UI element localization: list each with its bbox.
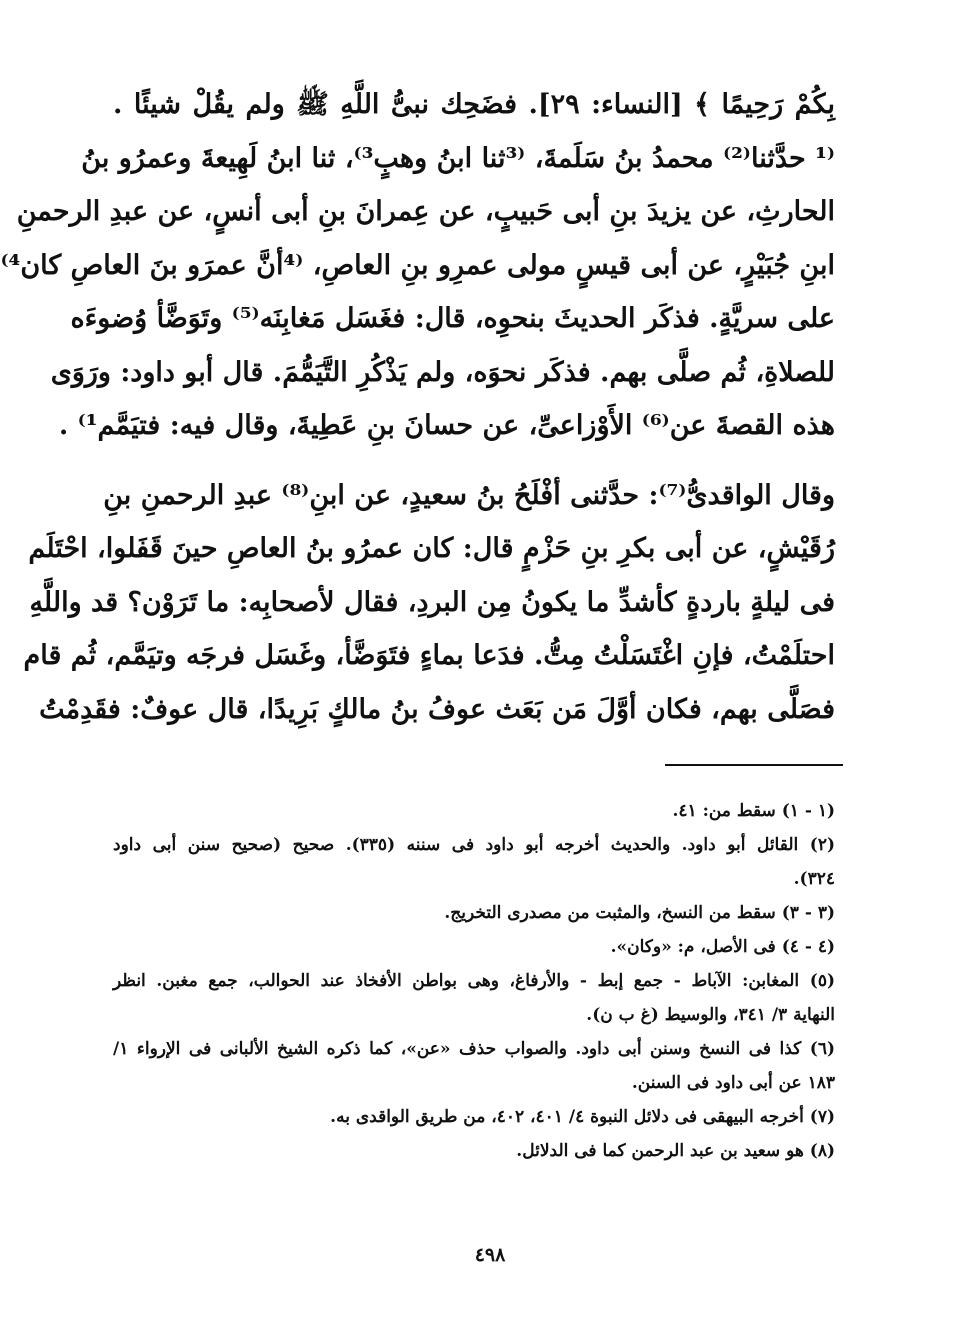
footnotes (113, 794, 835, 1168)
text-line: هذه القصةَ عن⁽⁶⁾ الأَوْزاعىِّ، عن حسانَ بنِ عَطِيةَ، وقال فيه: فتيَمَّم¹⁾ . (58, 410, 835, 441)
footnote-continuation: ١٨٣ عن أبى داود فى السنن. (631, 1073, 835, 1093)
text-line: بِكُمْ رَحِيمًا ﴾ [النساء: ٢٩]. فضَحِك نبىُّ اللَّهِ ﷺ ولم يقُلْ شيئًا . (113, 89, 836, 120)
footnote-continuation: النهاية ٣/ ٣٤١، والوسيط (غ ب ن). (586, 1005, 835, 1025)
paragraph-gap (113, 453, 835, 469)
text-line: ⁽¹ حدَّثنا⁽²⁾ محمدُ بنُ سَلَمةَ، ⁽³ثنا ابنُ وهبٍ³⁾، ثنا ابنُ لَهِيعةَ وعمرُو بنُ (81, 142, 835, 174)
footnote-continuation: ٣٢٤). (793, 869, 835, 889)
footnote: (٦) كذا فى النسخ وسنن أبى داود. والصواب حذف «عن»، كما ذكره الشيخ الألبانى فى الإرواء ١/ (113, 1039, 835, 1059)
text-line: احتلَمْتُ، فإنِ اغْتَسَلْتُ مِتُّ. فدَعا بماءٍ فتَوَضَّأ، وغَسَل فرجَه وتيَمَّم، ثُم قام (23, 640, 835, 671)
footnote: (٥) المغابن: الآباط - جمع إبط - والأرفاغ، وهى بواطن الأفخاذ عند الحوالب، جمع مغبن. انظر (113, 971, 835, 991)
text-line: للصلاةِ، ثُم صلَّى بهم. فذكَر نحوَه، ولم يَذْكُرِ التَّيَمُّمَ. قال أبو داود: ورَوَى (50, 356, 835, 388)
footnote: (٧) أخرجه البيهقى فى دلائل النبوة ٤/ ٤٠١، ٤٠٢، من طريق الواقدى به. (330, 1107, 835, 1127)
page-number: ٤٩٨ (474, 1244, 506, 1266)
text-line: الحارثِ، عن يزيدَ بنِ أبى حَبيبٍ، عن عِمرانَ بنِ أبى أنسٍ، عن عبدِ الرحمنِ (16, 196, 835, 227)
text-line: وقال الواقدىُّ⁽⁷⁾: حدَّثنى أفْلَحُ بنُ سعيدٍ، عن ابنِ⁽⁸⁾ عبدِ الرحمنِ بنِ (103, 479, 835, 511)
text-line: رُقَيْشٍ، عن أبى بكرِ بنِ حَزْمٍ قال: كان عمرُو بنُ العاصِ حينَ قَفَلوا، احْتَلَم (28, 533, 835, 564)
footnote: (٨) هو سعيد بن عبد الرحمن كما فى الدلائل. (516, 1141, 835, 1161)
footnote: (٤ - ٤) فى الأصل، م: «وكان». (610, 937, 835, 957)
footnote: (١ - ١) سقط من: ٤١. (672, 801, 835, 821)
text-line: ابنِ جُبَيْرٍ، عن أبى قيسٍ مولى عمرِو بنِ العاصِ، ⁽⁴أنَّ عمرَو بنَ العاصِ كان⁴⁾ (0, 249, 835, 281)
text-line: فى ليلةٍ باردةٍ كأشدِّ ما يكونُ مِن البردِ، فقال لأصحابِه: ما تَرَوْن؟ قد واللَّهِ (29, 586, 835, 618)
main-text (0, 78, 836, 736)
text-line: فصَلَّى بهم، فكان أوَّلَ مَن بَعَث عوفُ بنُ مالكٍ بَرِيدًا، قال عوفٌ: فقَدِمْتُ (39, 693, 835, 725)
footnote: (٢) القائل أبو داود. والحديث أخرجه أبو داود فى سننه (٣٣٥). صحيح (صحيح سنن أبى داود (113, 835, 835, 855)
footnote-separator (665, 764, 843, 766)
footnote: (٣ - ٣) سقط من النسخ، والمثبت من مصدرى التخريج. (444, 903, 835, 923)
text-line: على سريَّةٍ. فذكَر الحديثَ بنحوِه، قال: فغَسَل مَغابِنَه⁽⁵⁾ وتَوَضَّأ وُضوءَه (70, 303, 835, 334)
